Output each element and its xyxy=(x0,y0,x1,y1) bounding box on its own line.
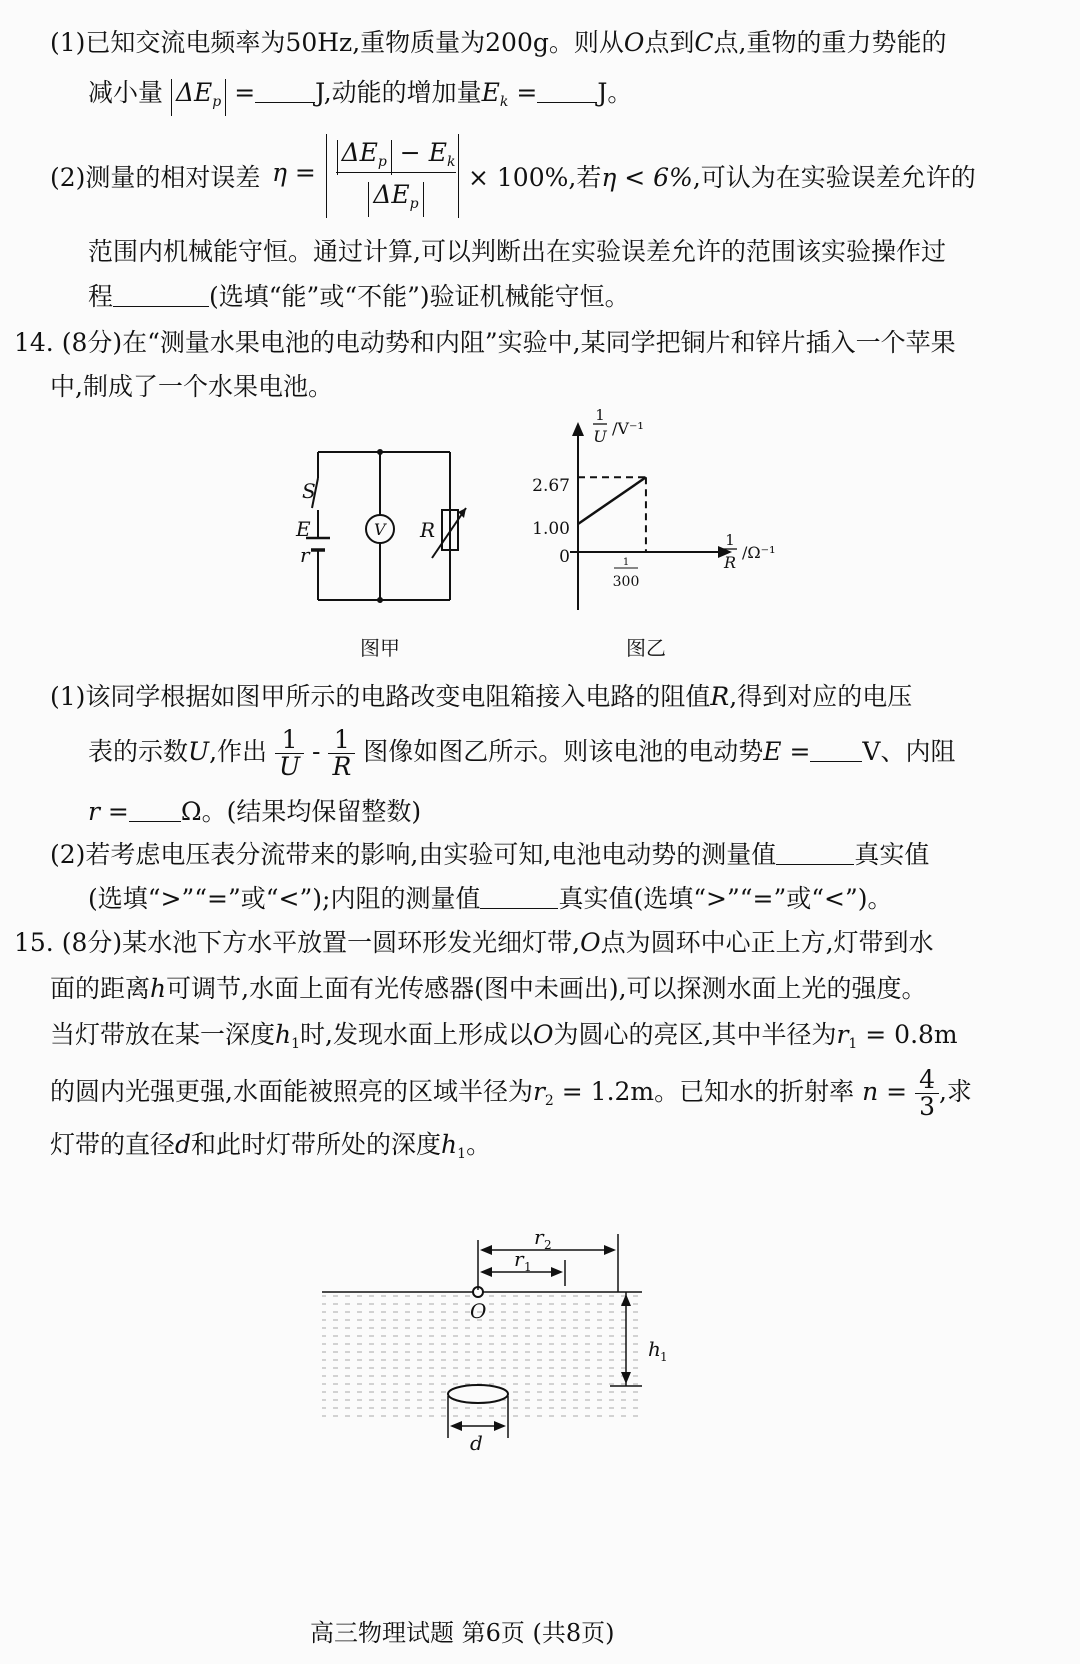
answer-blank-ep[interactable] xyxy=(255,80,315,103)
svg-text:r: r xyxy=(534,1225,544,1249)
answer-blank-emf-compare[interactable] xyxy=(776,842,854,865)
q13-part1-line2: 减小量 $\Delta E_p = J$,动能的增加量$E_k = J$。 xyxy=(88,78,632,117)
svg-text:R: R xyxy=(723,553,737,572)
q14-part1-line3: r = Ω。(结果均保留整数) xyxy=(88,797,422,826)
svg-text:1: 1 xyxy=(622,557,630,568)
q14-heading-line1: 14. (8分)在“测量水果电池的电动势和内阻”实验中,某同学把铜片和锌片插入一个苹果 xyxy=(14,328,956,357)
svg-text:/Ω⁻¹: /Ω⁻¹ xyxy=(742,543,776,562)
svg-text:1: 1 xyxy=(725,531,735,549)
r2-dimension xyxy=(480,1225,616,1255)
answer-blank-conservation[interactable] xyxy=(113,284,209,307)
circuit-diagram xyxy=(290,440,480,620)
q15-line1: 15. (8分)某水池下方水平放置一圆环形发光细灯带,O点为圆环中心正上方,灯带到水 xyxy=(14,928,934,957)
q15-line2: 面的距离h可调节,水面上面有光传感器(图中未画出),可以探测水面上光的强度。 xyxy=(50,974,927,1003)
y-tick-label-0: 0 xyxy=(559,547,570,567)
svg-text:1: 1 xyxy=(524,1260,532,1274)
svg-text:300: 300 xyxy=(612,574,640,590)
svg-text:U: U xyxy=(593,427,607,446)
data-line xyxy=(578,477,646,524)
y-axis-title xyxy=(593,406,644,446)
water-pool-diagram xyxy=(320,1220,700,1470)
y-tick-label-1: 1.00 xyxy=(532,519,570,539)
graph-inverse-u-vs-inverse-r xyxy=(520,400,800,620)
q15-line3: 当灯带放在某一深度$h_1$时,发现水面上形成以O为圆心的亮区,其中半径为$r_1 = 0.8m$ xyxy=(50,1020,958,1052)
svg-text:d: d xyxy=(470,1431,483,1455)
q14-part2-line1: (2)若考虑电压表分流带来的影响,由实验可知,电池电动势的测量值 真实值 xyxy=(50,840,930,869)
label-internal-r: r xyxy=(300,543,310,567)
abs-delta-ep: $\Delta E_p$ xyxy=(171,79,226,116)
q14-part1-line1: (1)该同学根据如图甲所示的电路改变电阻箱接入电路的阻值R,得到对应的电压 xyxy=(50,682,913,711)
svg-text:h: h xyxy=(648,1337,661,1361)
answer-blank-ek[interactable] xyxy=(537,80,597,103)
fraction-1-over-u: $\frac{1}{U}$ xyxy=(275,727,304,780)
q14-part2-line2: (选填“>”“=”或“<”);内阻的测量值 真实值(选填“>”“=”或“<”)。 xyxy=(88,884,893,913)
answer-blank-emf[interactable] xyxy=(810,739,862,762)
label-switch-s: S xyxy=(302,479,316,503)
x-axis-title xyxy=(723,531,776,572)
fig-a-caption: 图甲 xyxy=(360,636,400,660)
answer-blank-r-compare[interactable] xyxy=(480,886,558,909)
page-footer: 高三物理试题 第6页 (共8页) xyxy=(310,1619,615,1647)
answer-blank-internal-resistance[interactable] xyxy=(129,799,181,822)
fraction-1-over-r: $\frac{1}{R}$ xyxy=(328,727,355,780)
voltmeter-icon: V xyxy=(374,520,386,539)
svg-text:1: 1 xyxy=(595,406,605,424)
svg-text:r: r xyxy=(514,1247,524,1271)
q14-heading-line2: 中,制成了一个水果电池。 xyxy=(50,372,333,401)
y-tick-label-2: 2.67 xyxy=(532,476,570,496)
q15-line4: 的圆内光强更强,水面能被照亮的区域半径为$r_2 = 1.2m$。已知水的折射率 n = $\frac{4}{3}$ ,求 xyxy=(50,1065,972,1121)
x-tick-label xyxy=(613,557,640,590)
q13-part2-line3: 程 (选填“能”或“不能”)验证机械能守恒。 xyxy=(88,282,630,311)
q13-part1-line1: (1)已知交流电频率为50Hz,重物质量为200g。则从O点到C点,重物的重力势能的 xyxy=(50,28,947,57)
label-emf-e: E xyxy=(296,517,311,541)
svg-text:1: 1 xyxy=(660,1350,668,1364)
relative-error-fraction: $\Delta E_p - E_k$ $\Delta E_p$ xyxy=(336,134,456,213)
svg-text:2: 2 xyxy=(544,1238,552,1252)
light-ring xyxy=(448,1385,508,1403)
label-resistor-box: R xyxy=(420,518,436,542)
label-o: O xyxy=(470,1299,487,1323)
fraction-refractive-index: $\frac{4}{3}$ xyxy=(915,1067,939,1120)
y-axis-arrow xyxy=(572,422,584,436)
fig-b-caption: 图乙 xyxy=(626,636,666,660)
svg-text:/V⁻¹: /V⁻¹ xyxy=(612,419,644,438)
q15-line5: 灯带的直径d和此时灯带所处的深度$h_1$。 xyxy=(50,1130,492,1162)
q13-part2-line2: 范围内机械能守恒。通过计算,可以判断出在实验误差允许的范围该实验操作过 xyxy=(88,237,946,266)
q14-part1-line2: 表的示数U,作出 $\frac{1}{U}$ - $\frac{1}{R}$ 图像如图乙所示。则该电池的电动势E = V、内阻 xyxy=(88,725,956,781)
